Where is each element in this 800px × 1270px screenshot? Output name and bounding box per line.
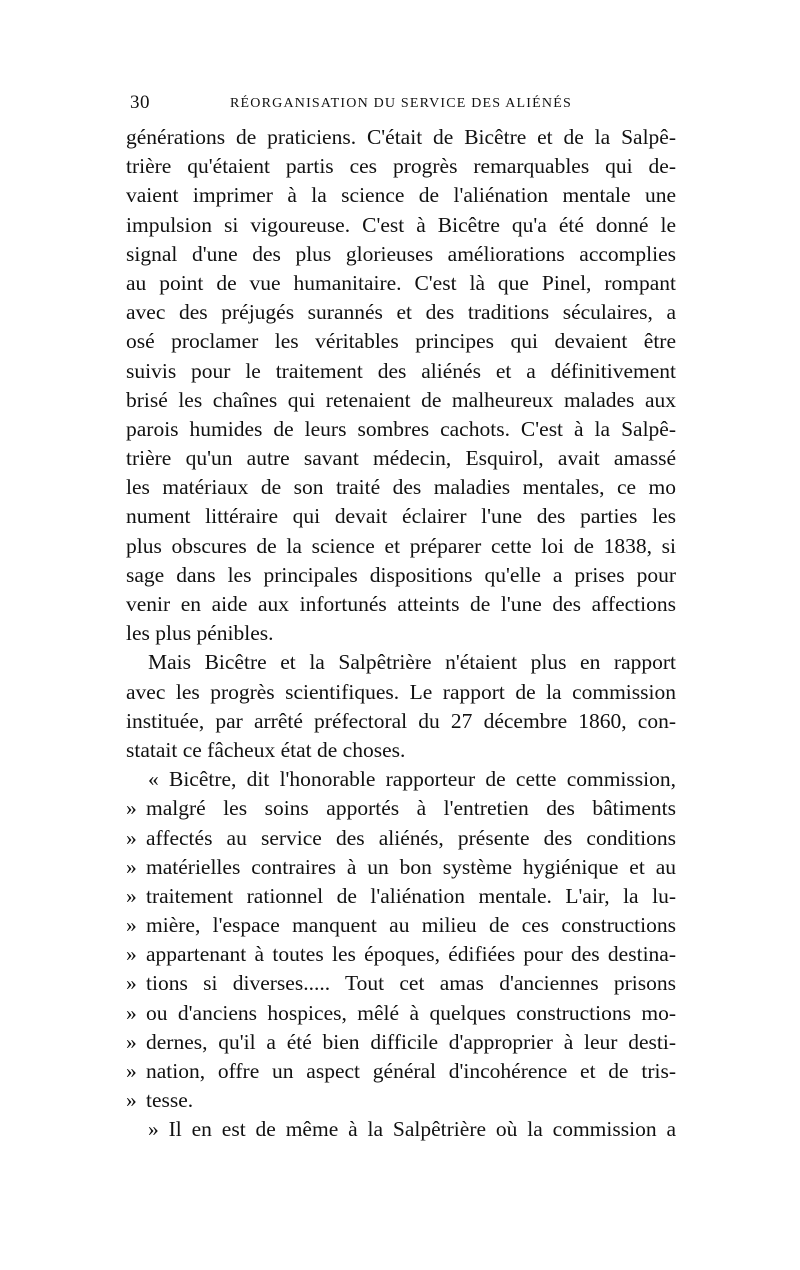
text-line: statait ce fâcheux état de choses.	[126, 737, 406, 762]
text-line: instituée, par arrêté préfectoral du 27 décembre 1860, con-	[126, 708, 676, 733]
text-line: signal d'une des plus glorieuses améliorations accomplies	[126, 241, 676, 266]
paragraph-2	[126, 648, 676, 765]
quote-line	[126, 853, 676, 882]
paragraph-1	[126, 123, 676, 648]
quote-text: matérielles contraires à un bon système hygiénique et au	[146, 854, 676, 879]
quote-mark: »	[126, 883, 137, 908]
quote-line	[126, 882, 676, 911]
quote-mark: »	[126, 1059, 137, 1083]
quote-text: mière, l'espace manquent au milieu de ces constructions	[146, 913, 676, 938]
text-line: sage dans les principales dispositions qu'elle a prises pour	[126, 562, 676, 587]
text-line: plus obscures de la science et préparer cette loi de 1838, si	[126, 533, 676, 558]
text-line: impulsion si vigoureuse. C'est à Bicêtre qu'a été donné le	[126, 212, 676, 237]
running-head	[130, 92, 675, 122]
quote-mark: »	[126, 854, 137, 879]
text-line: osé proclamer les véritables principes qui devaient être	[126, 329, 676, 354]
text-line: avec les progrès scientifiques. Le rapport de la commission	[126, 679, 676, 704]
quote-text: nation, offre un aspect général d'incohérence et de tris-	[146, 1059, 676, 1083]
quote-line	[126, 969, 676, 998]
text-line: vaient imprimer à la science de l'aliénation mentale une	[126, 183, 676, 208]
text-line: avec des préjugés surannés et des traditions séculaires, a	[126, 300, 676, 325]
quote-mark: »	[126, 942, 137, 967]
text-line: parois humides de leurs sombres cachots. C'est à la Salpê-	[126, 416, 676, 441]
quote-line	[126, 1057, 676, 1086]
quote-mark: »	[126, 971, 137, 996]
quote-text: tions si diverses..... Tout cet amas d'anciennes prisons	[146, 971, 676, 996]
text-line: nument littéraire qui devait éclairer l'une des parties les	[126, 504, 676, 529]
quote-text: appartenant à toutes les époques, édifiées pour des destina-	[146, 942, 676, 967]
text-line: trière qu'un autre savant médecin, Esquirol, avait amassé	[126, 446, 676, 471]
text-line: au point de vue humanitaire. C'est là que Pinel, rompant	[126, 270, 676, 295]
quote-mark: »	[126, 1029, 137, 1054]
quote-mark: »	[126, 913, 137, 938]
quote-line	[126, 824, 676, 853]
text-line: suivis pour le traitement des aliénés et a définitivement	[126, 358, 676, 383]
quote-line	[126, 911, 676, 940]
text-line: venir en aide aux infortunés atteints de l'une des affections	[126, 592, 676, 616]
quote-text: traitement rationnel de l'aliénation mentale. L'air, la lu-	[146, 883, 676, 908]
quote-text: « Bicêtre, dit l'honorable rapporteur de cette commission,	[148, 767, 676, 792]
quote-mark: »	[126, 796, 137, 821]
text-line: Mais Bicêtre et la Salpêtrière n'étaient plus en rapport	[148, 650, 676, 675]
quote-line	[126, 1028, 676, 1057]
quote-text: tesse.	[146, 1088, 194, 1113]
text-line: trière qu'étaient partis ces progrès remarquables qui de-	[126, 154, 676, 179]
quote-mark: »	[126, 1088, 137, 1113]
quote-line	[126, 765, 676, 794]
quote-text: malgré les soins apportés à l'entretien des bâtiments	[146, 796, 676, 821]
text-line: les plus pénibles.	[126, 621, 274, 646]
quote-mark: »	[126, 1000, 137, 1025]
text-line: » Il en est de même à la Salpêtrière où la commission a	[148, 1117, 676, 1142]
body-text	[126, 123, 676, 1145]
quote-text: affectés au service des aliénés, présente des conditions	[146, 825, 676, 850]
quote-line	[126, 794, 676, 823]
text-line: brisé les chaînes qui retenaient de malheureux malades aux	[126, 387, 676, 412]
text-line: les matériaux de son traité des maladies mentales, ce mo	[126, 475, 676, 500]
quote-line	[126, 1086, 676, 1115]
page-number: 30	[130, 92, 150, 113]
quote-mark: »	[126, 825, 137, 850]
block-quote	[126, 765, 676, 1115]
running-title: RÉORGANISATION DU SERVICE DES ALIÉNÉS	[230, 96, 572, 111]
quote-line	[126, 940, 676, 969]
text-line: générations de praticiens. C'était de Bicêtre et de la Salpê-	[126, 125, 676, 149]
quote-text: ou d'anciens hospices, mêlé à quelques constructions mo-	[146, 1000, 676, 1025]
quote-line	[126, 999, 676, 1028]
quote-text: dernes, qu'il a été bien difficile d'approprier à leur desti-	[146, 1029, 676, 1054]
